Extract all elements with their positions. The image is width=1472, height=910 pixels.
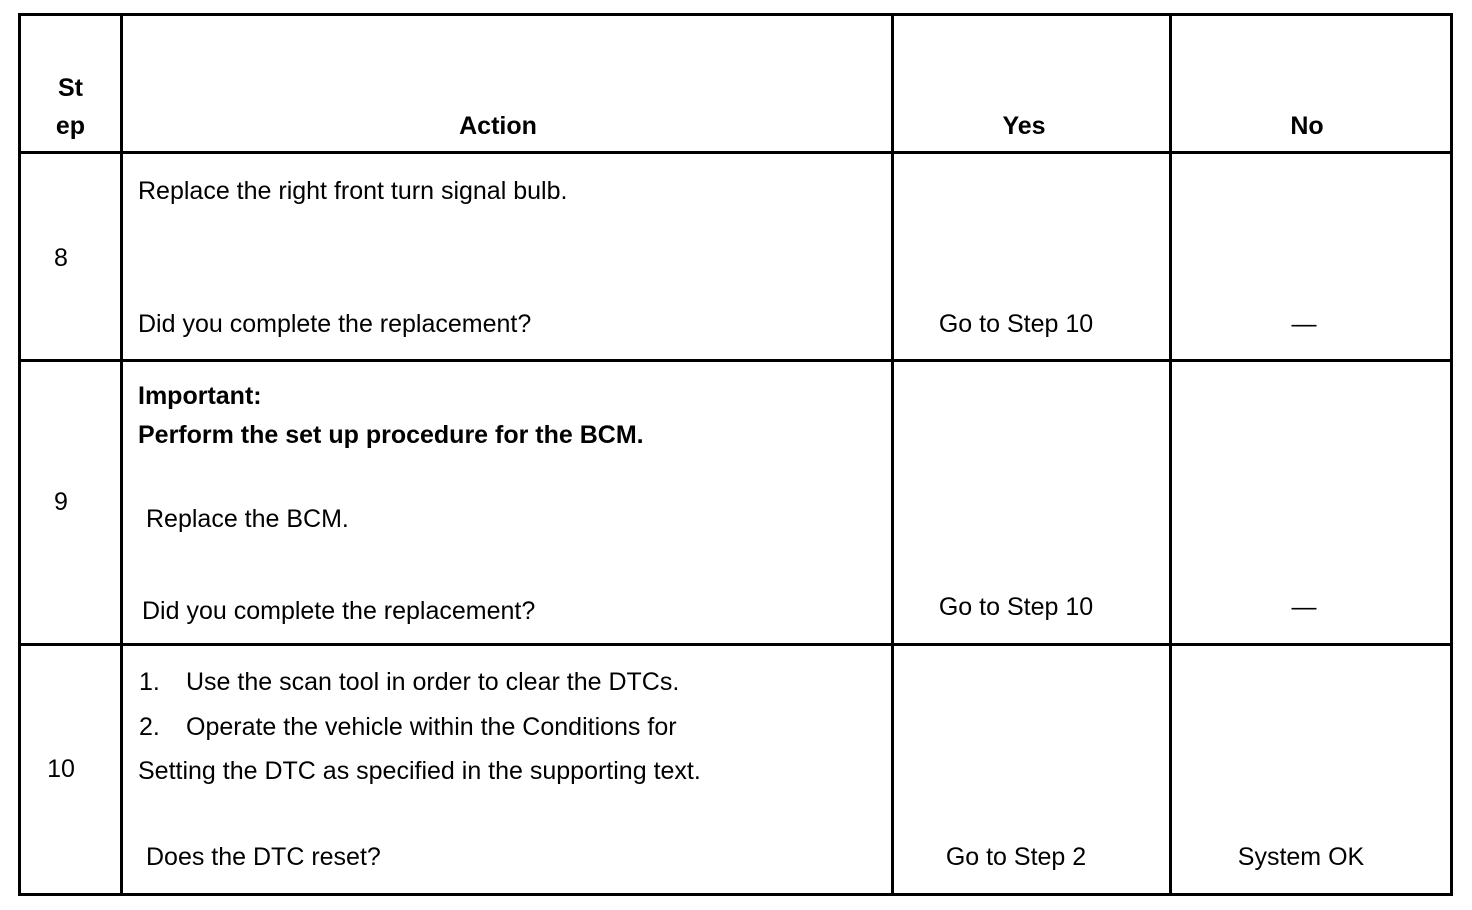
yes-result: Go to Step 2 [945,843,1087,871]
header-no: No [1290,112,1324,140]
list-item-number: 2. [139,713,160,741]
yes-result: Go to Step 10 [938,310,1094,338]
important-label: Important: [138,382,262,410]
diagnostic-table [18,13,1453,896]
list-item-continuation: Setting the DTC as specified in the supporting text. [138,757,701,785]
table-border-top [18,13,1453,16]
column-divider [891,13,894,896]
action-text: Replace the BCM. [146,505,349,533]
important-text: Perform the set up procedure for the BCM. [138,421,644,449]
action-question: Did you complete the replacement? [138,310,532,338]
action-question: Did you complete the replacement? [142,597,536,625]
no-result: System OK [1237,843,1365,871]
step-number: 9 [54,488,68,516]
list-item-text: Operate the vehicle within the Conditions for [186,713,677,741]
header-divider [18,151,1453,154]
step-number: 8 [54,244,68,272]
row-divider [18,643,1453,646]
column-divider [120,13,123,896]
action-question: Does the DTC reset? [146,843,381,871]
table-border-right [1450,13,1453,896]
list-item-text: Use the scan tool in order to clear the DTCs. [186,668,680,696]
header-yes: Yes [1002,112,1046,140]
header-action: Action [459,112,537,140]
no-result: — [1291,310,1317,338]
list-item-number: 1. [139,668,160,696]
column-divider [1169,13,1172,896]
action-text: Replace the right front turn signal bulb. [138,177,568,205]
header-step-line1: St [58,74,83,102]
yes-result: Go to Step 10 [938,593,1094,621]
table-border-bottom [18,893,1453,896]
no-result: — [1291,593,1317,621]
step-number: 10 [47,755,75,783]
header-step-line2: ep [55,112,86,140]
row-divider [18,359,1453,362]
